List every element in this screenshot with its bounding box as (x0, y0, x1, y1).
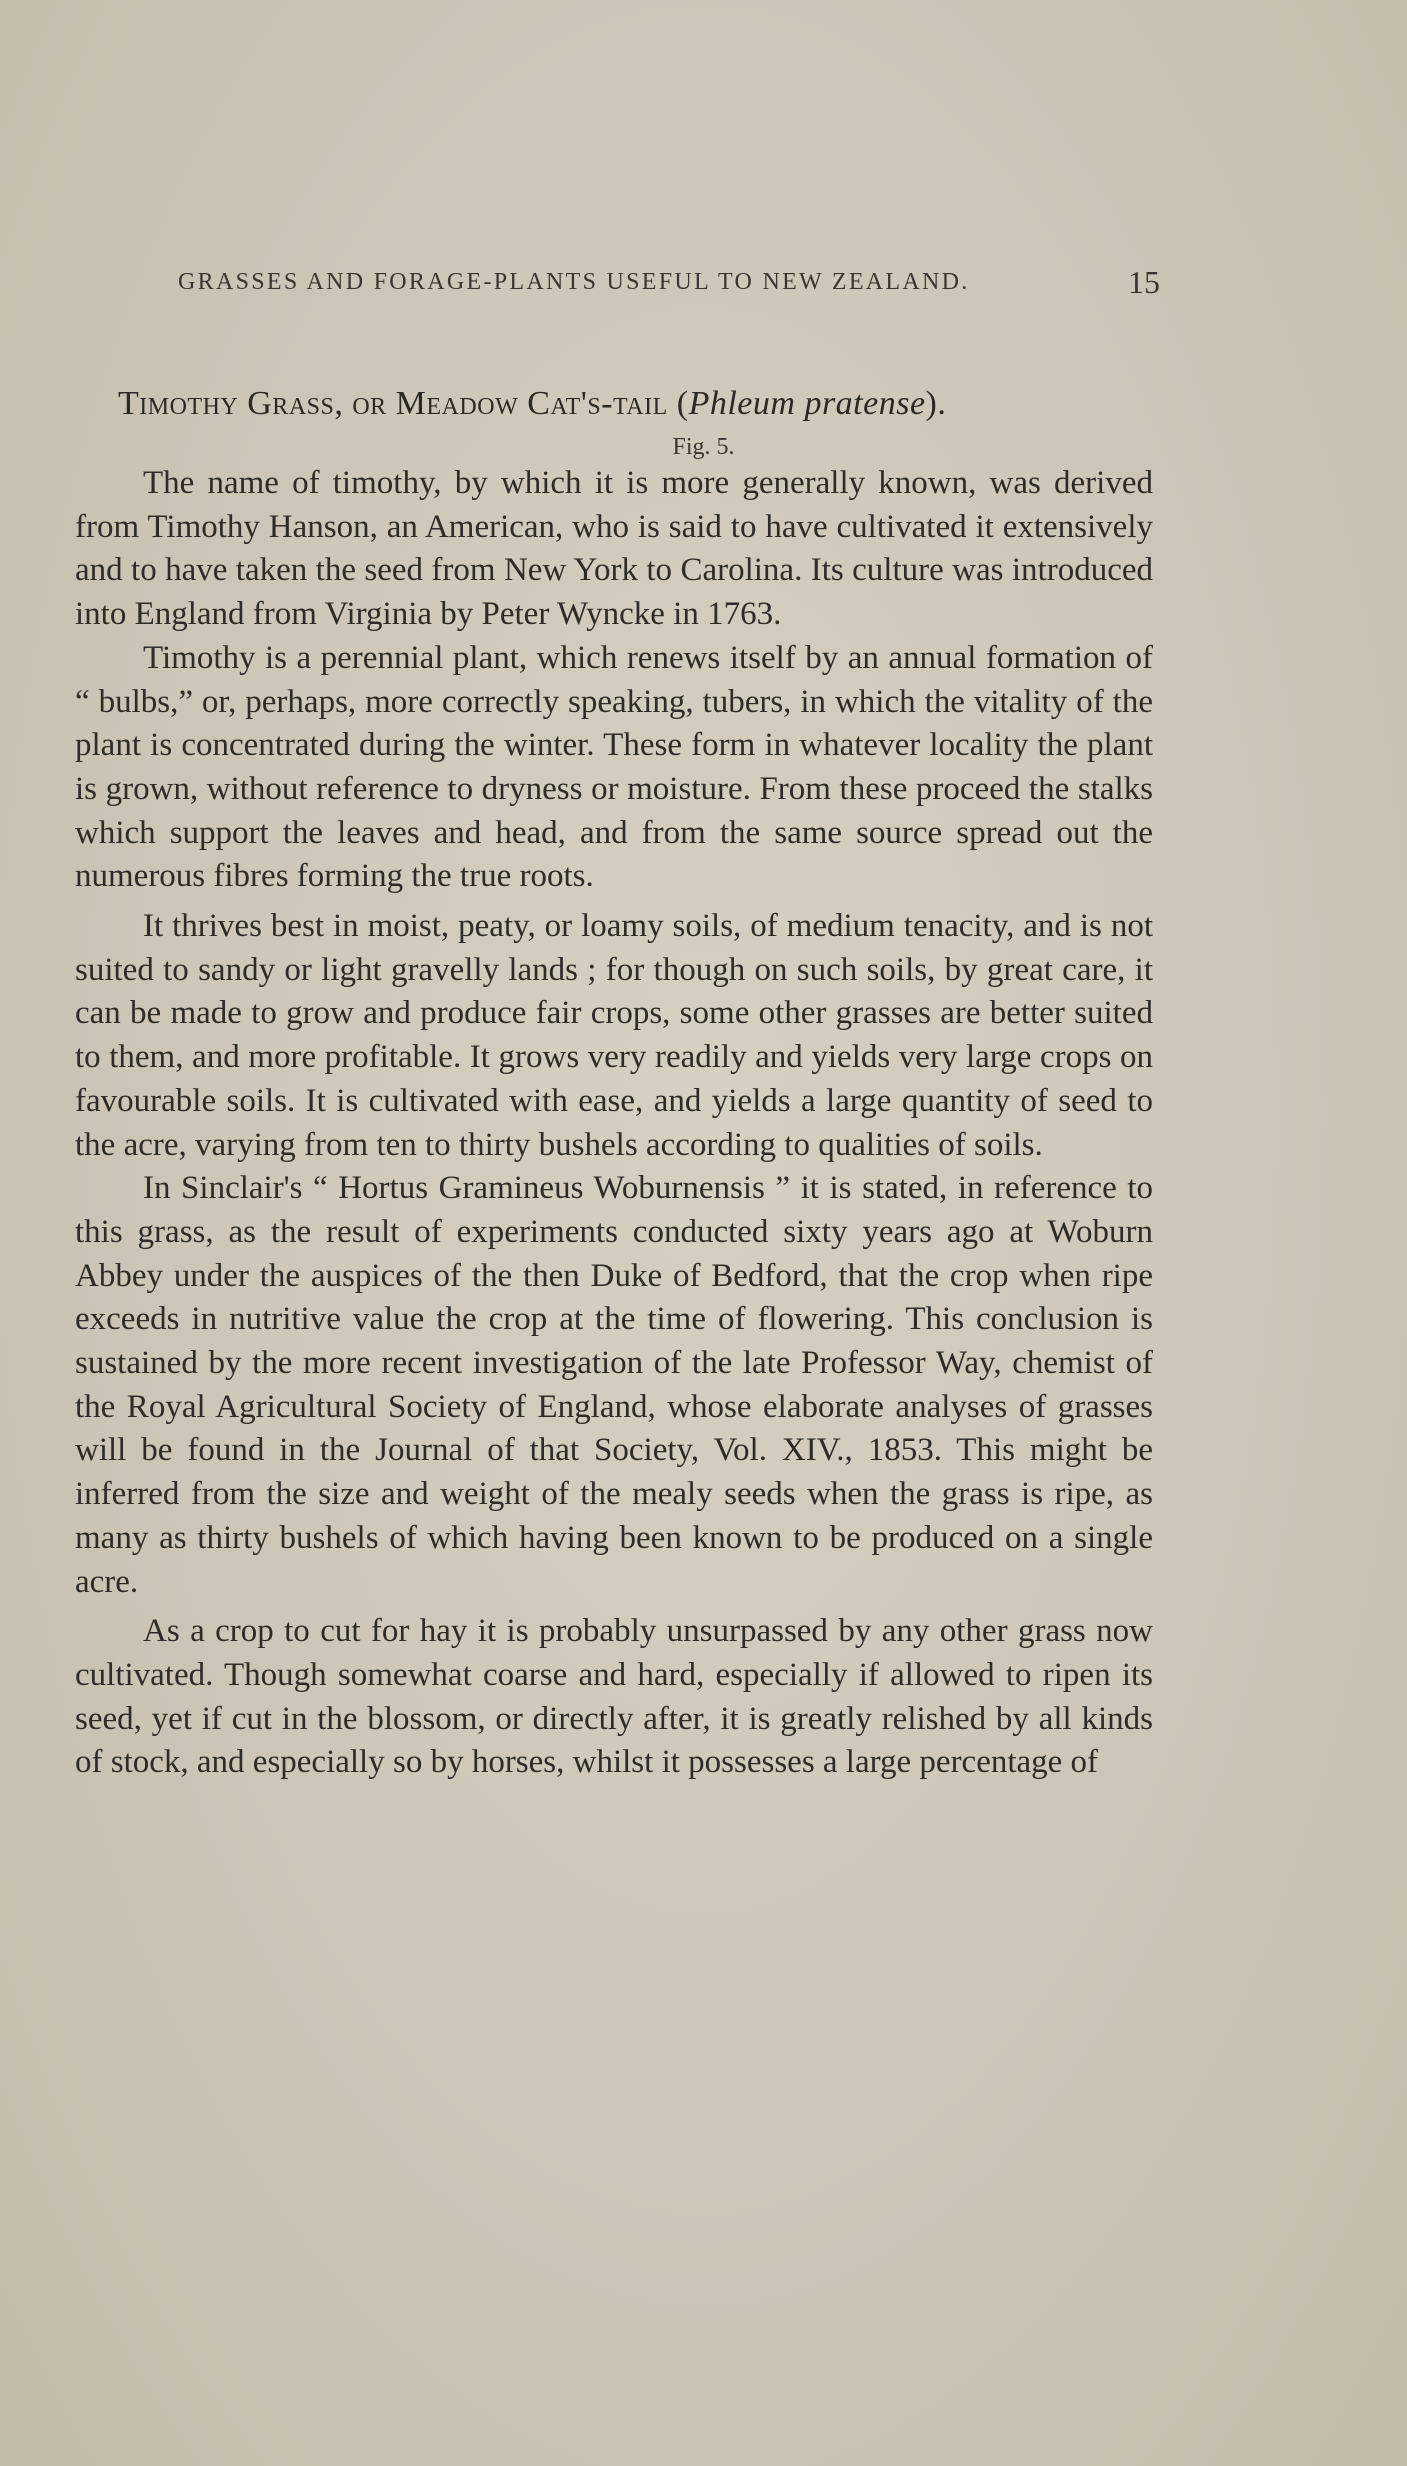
page-number: 15 (1128, 264, 1160, 300)
running-title: GRASSES AND FORAGE-PLANTS USEFUL TO NEW ZEALAND. (178, 269, 970, 295)
paragraph-timothy-name-origin: The name of timothy, by which it is more generally known, was derived from Timothy Hanson, an American, who is said to have cultivated it extensively and to have taken the seed from New York to Carolina. Its culture was introduced into England from Virginia by Peter Wyncke in 1763. (75, 465, 1153, 633)
running-head (178, 262, 1160, 302)
paragraph-hay-crop: As a crop to cut for hay it is probably unsurpassed by any other grass now cultivated. Though somewhat coarse and hard, especially if allowed to ripen its seed, yet if cut in the blossom, or directly after, it is greatly relished by all kinds of stock, and especially so by horses, whilst it possesses a large percentage of (75, 1613, 1153, 1781)
body-text (75, 462, 1153, 1785)
section-title-close-paren: ). (925, 385, 947, 422)
section-title-common-name: Timothy Grass, or Meadow Cat's-tail (118, 385, 668, 422)
paragraph-soils: It thrives best in moist, peaty, or loamy soils, of medium tenacity, and is not suited to sandy or light gravelly lands ; for though on such soils, by great care, it can be made to grow and produce fair crops, some other grasses are better suited to them, and more profitable. It grows very readily and yields very large crops on favourable soils. It is cultivated with ease, and yields a large quantity of seed to the acre, varying from ten to thirty bushels according to qualities of soils. (75, 908, 1153, 1163)
section-title-open-paren: ( (667, 385, 689, 422)
section-title-latin-name: Phleum pratense (688, 385, 926, 422)
paragraph-sinclair-experiments: In Sinclair's “ Hortus Gramineus Woburnensis ” it is stated, in reference to this grass, as the result of experiments conducted sixty years ago at Woburn Abbey under the auspices of the then Duke of Bedford, that the crop when ripe exceeds in nutritive value the crop at the time of flowering. This conclusion is sustained by the more recent investigation of the late Professor Way, chemist of the Royal Agricultural Society of England, whose elaborate analyses of grasses will be found in the Journal of that Society, Vol. XIV., 1853. This might be inferred from the size and weight of the mealy seeds when the grass is ripe, as many as thirty bushels of which having been known to be produced on a single acre. (75, 1170, 1153, 1600)
figure-label: Fig. 5. (672, 434, 735, 460)
paragraph-perennial-bulbs: Timothy is a perennial plant, which renews itself by an annual formation of “ bulbs,” or, perhaps, more correctly speaking, tubers, in which the vitality of the plant is concentrated during the winter. These form in whatever locality the plant is grown, without reference to dryness or moisture. From these proceed the stalks which support the leaves and head, and from the same source spread out the numerous fibres forming the true roots. (75, 639, 1153, 895)
section-title (118, 380, 1168, 428)
